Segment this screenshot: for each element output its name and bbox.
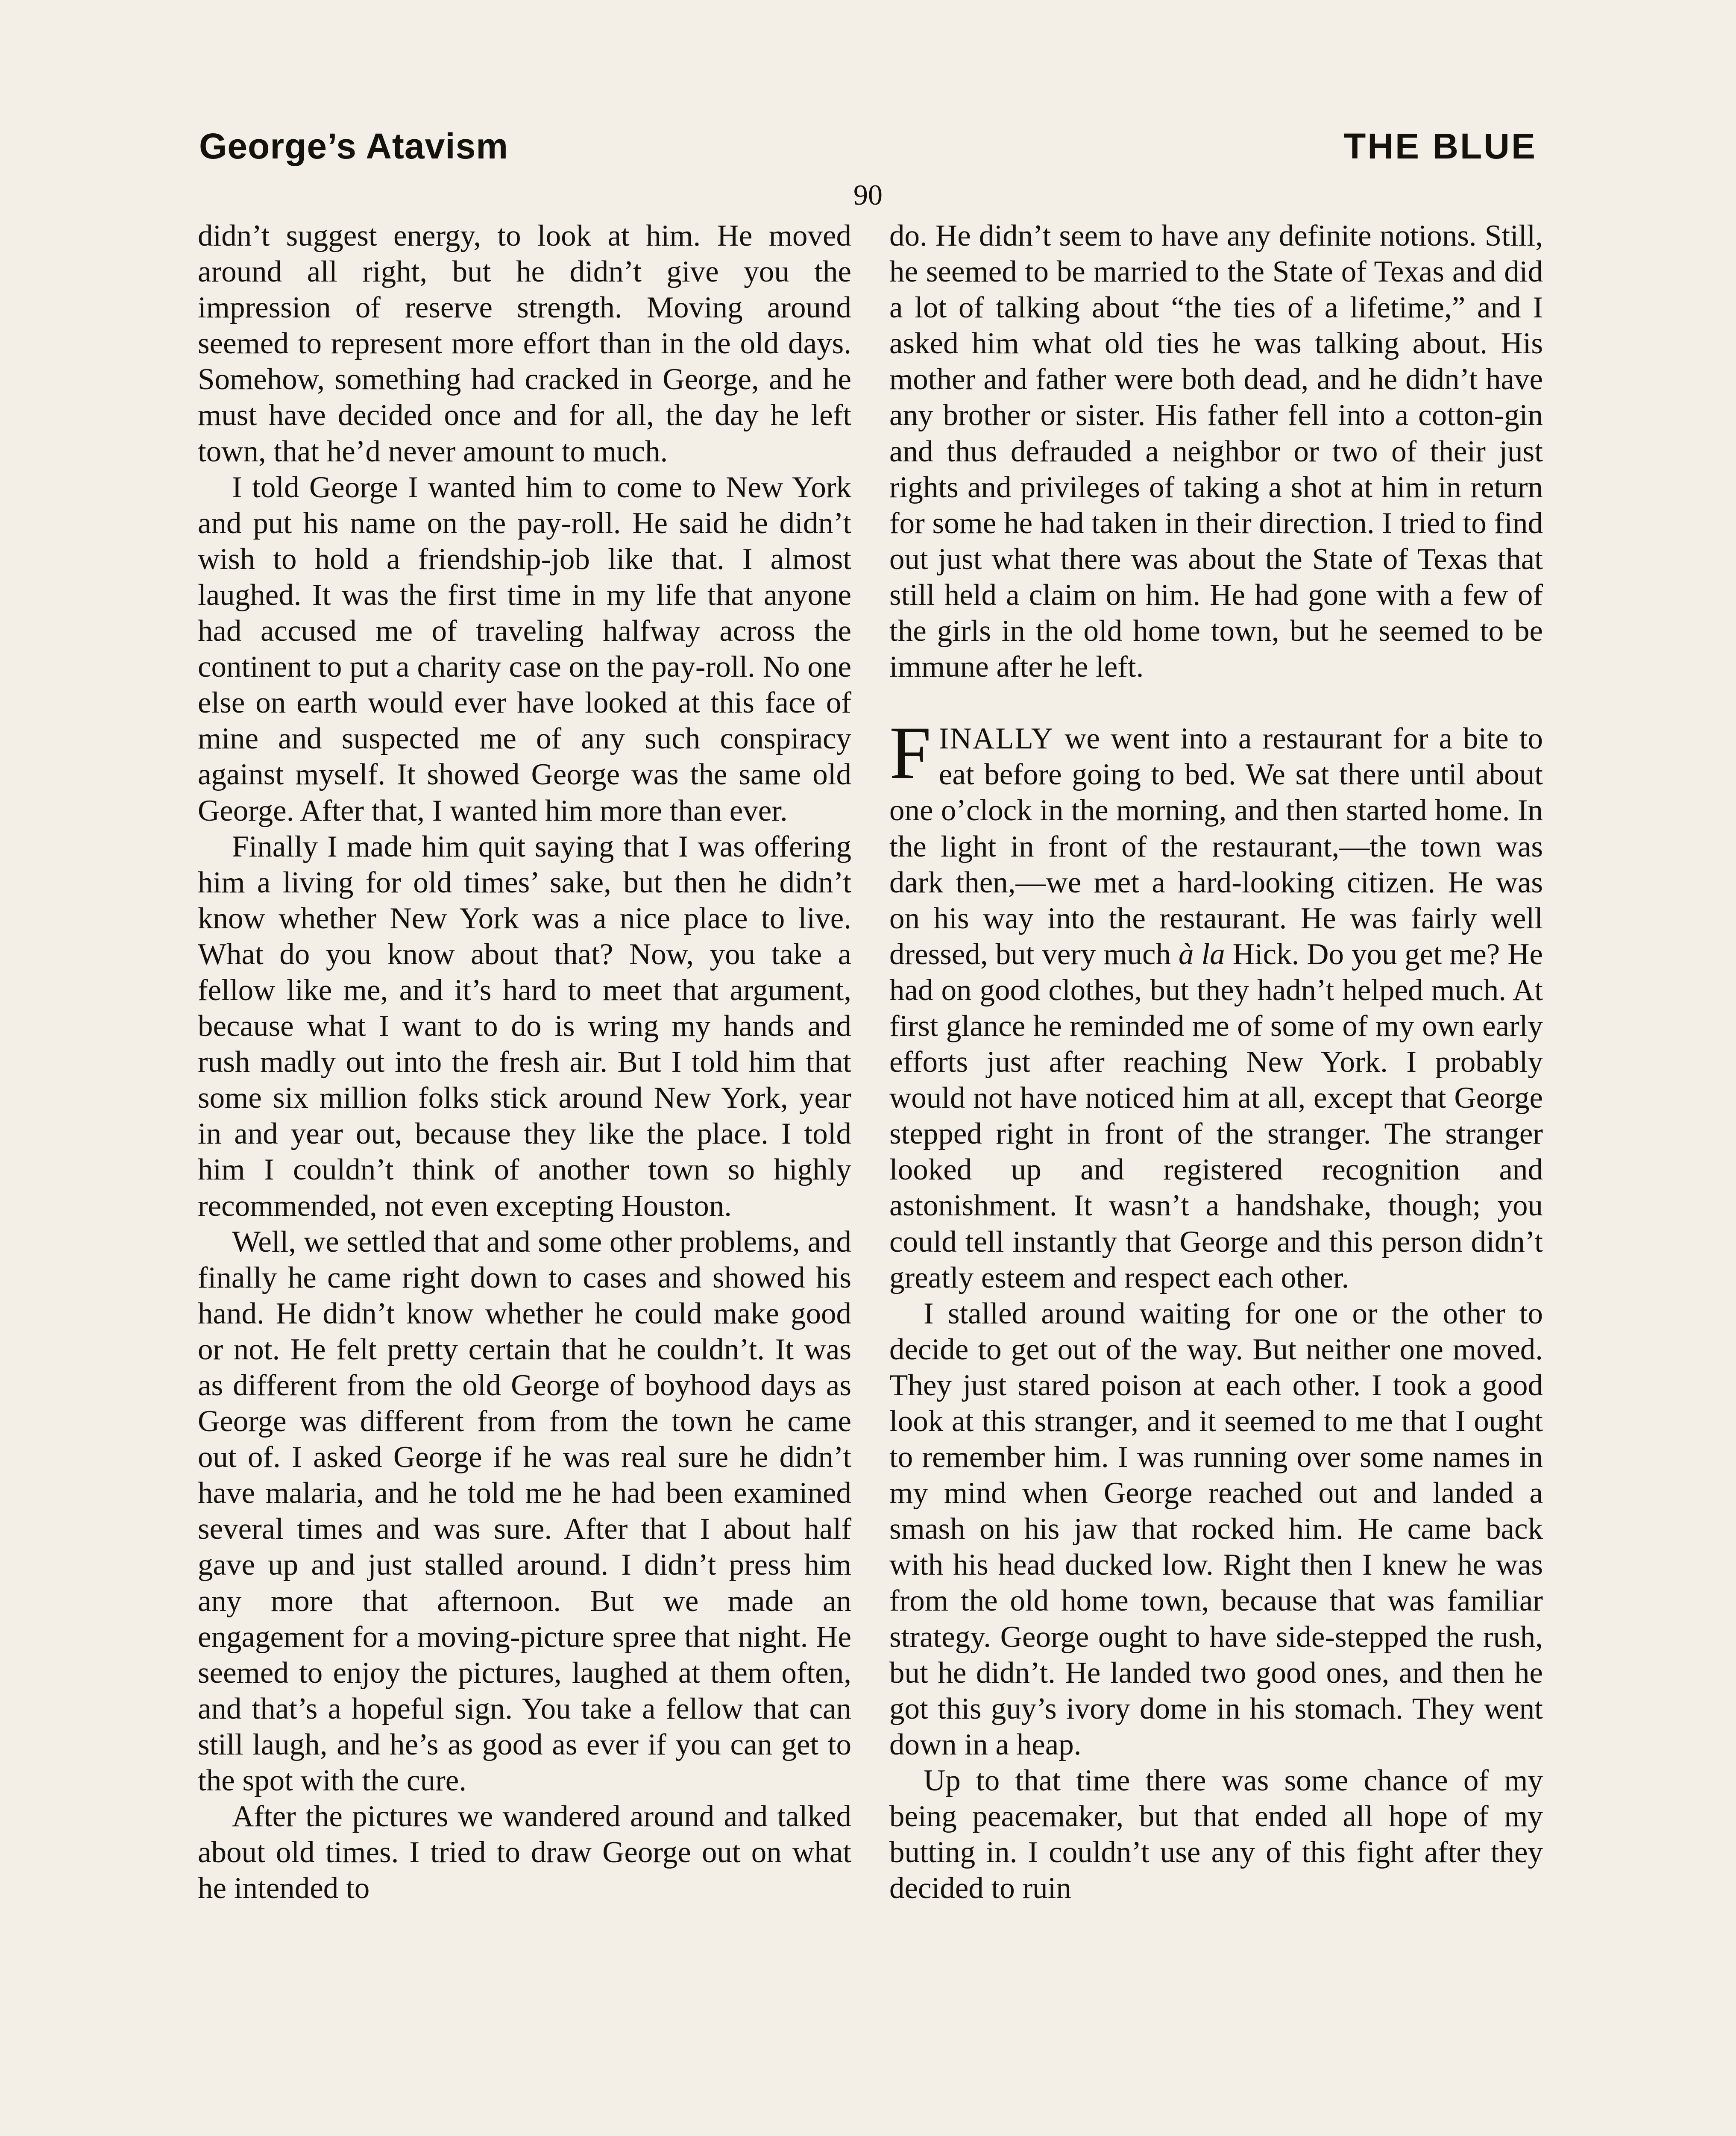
story-title-header: George’s Atavism (199, 126, 509, 166)
paragraph: didn’t suggest energy, to look at him. He moved around all right, but he didn’t give you the impression of reserve strength. Moving around seemed to represent more effort than in the old days. Somehow, something had cracked in George, and he must have decided once and for all, the day he left town, that he’d never amount to much. (198, 219, 851, 468)
paragraph-text: we went into a restaurant for a bite to eat before going to bed. We sat there until about one o’clock in the morning, and then started home. In the light in front of the restaurant,—the town was dark then,—we met a hard-looking citizen. He was on his way into the restaurant. He was fairly well dressed, but very much (889, 722, 1543, 971)
paragraph: do. He didn’t seem to have any definite notions. Still, he seemed to be married to the State of Texas and did a lot of talking about “the ties of a lifetime,” and I asked him what old ties he was talking about. His mother and father were both dead, and he didn’t have any brother or sister. His father fell into a cotton-gin and thus defrauded a neighbor or two of their just rights and privileges of taking a shot at him in return for some he had taken in their direction. I tried to find out just what there was about the State of Texas that still held a claim on him. He had gone with a few of the girls in the old home town, but he seemed to be immune after he left. (889, 219, 1543, 684)
small-caps-lead: INALLY (938, 722, 1054, 756)
paragraph: I stalled around waiting for one or the other to decide to get out of the way. But neither one moved. They just stared poison at each other. I took a good look at this stranger, and it seemed to me that I ought to remember him. I was running over some names in my mind when George reached out and landed a smash on his jaw that rocked him. He came back with his head ducked low. Right then I knew he was from the old home town, because that was familiar strategy. George ought to have side-stepped the rush, but he didn’t. He landed two good ones, and then he got this guy’s ivory dome in his stomach. They went down in a heap. (889, 1297, 1543, 1761)
paragraph: Finally I made him quit saying that I was offering him a living for old times’ sake, but then he didn’t know whether New York was a nice place to live. What do you know about that? Now, you take a fellow like me, and it’s hard to meet that argument, because what I want to do is wring my hands and rush madly out into the fresh air. But I told him that some six million folks stick around New York, year in and year out, because they like the place. I told him I couldn’t think of another town so highly recommended, not even excepting Houston. (198, 830, 851, 1223)
page-number: 90 (853, 179, 883, 211)
paragraph: Well, we settled that and some other problems, and finally he came right down to cases and showed his hand. He didn’t know whether he could make good or not. He felt pretty certain that he couldn’t. It was as different from the old George of boyhood days as George was different from from the town he came out of. I asked George if he was real sure he didn’t have malaria, and he told me he had been examined several times and was sure. After that I about half gave up and just stalled around. I didn’t press him any more that afternoon. But we made an engagement for a moving-picture spree that night. He seemed to enjoy the pictures, laughed at them often, and that’s a hopeful sign. You take a fellow that can still laugh, and he’s as good as ever if you can get to the spot with the cure. (198, 1225, 851, 1798)
magazine-name-header: THE BLUE (1344, 126, 1537, 166)
left-text-column (198, 218, 851, 1906)
drop-cap-letter: F (889, 711, 931, 795)
paragraph-dropcap (889, 711, 1543, 1296)
section-break (889, 685, 1543, 721)
paragraph: Up to that time there was some chance of my being peacemaker, but that ended all hope of my butting in. I couldn’t use any of this fight after they decided to ruin (889, 1763, 1543, 1905)
paragraph: I told George I wanted him to come to New York and put his name on the pay-roll. He said he didn’t wish to hold a friendship-job like that. I almost laughed. It was the first time in my life that anyone had accused me of traveling halfway across the continent to put a charity case on the pay-roll. No one else on earth would ever have looked at this face of mine and suspected me of any such conspiracy against myself. It showed George was the same old George. After that, I wanted him more than ever. (198, 470, 851, 827)
right-text-column (889, 218, 1543, 1906)
paragraph: After the pictures we wandered around and talked about old times. I tried to draw George out on what he intended to (198, 1800, 851, 1905)
paragraph-text: Hick. Do you get me? He had on good clothes, but they hadn’t helped much. At first glance he reminded me of some of my own early efforts just after reaching New York. I probably would not have noticed him at all, except that George stepped right in front of the stranger. The stranger looked up and registered recognition and astonishment. It wasn’t a handshake, though; you could tell instantly that George and this person didn’t greatly esteem and respect each other. (889, 937, 1543, 1294)
italic-phrase: à la (1179, 937, 1225, 971)
